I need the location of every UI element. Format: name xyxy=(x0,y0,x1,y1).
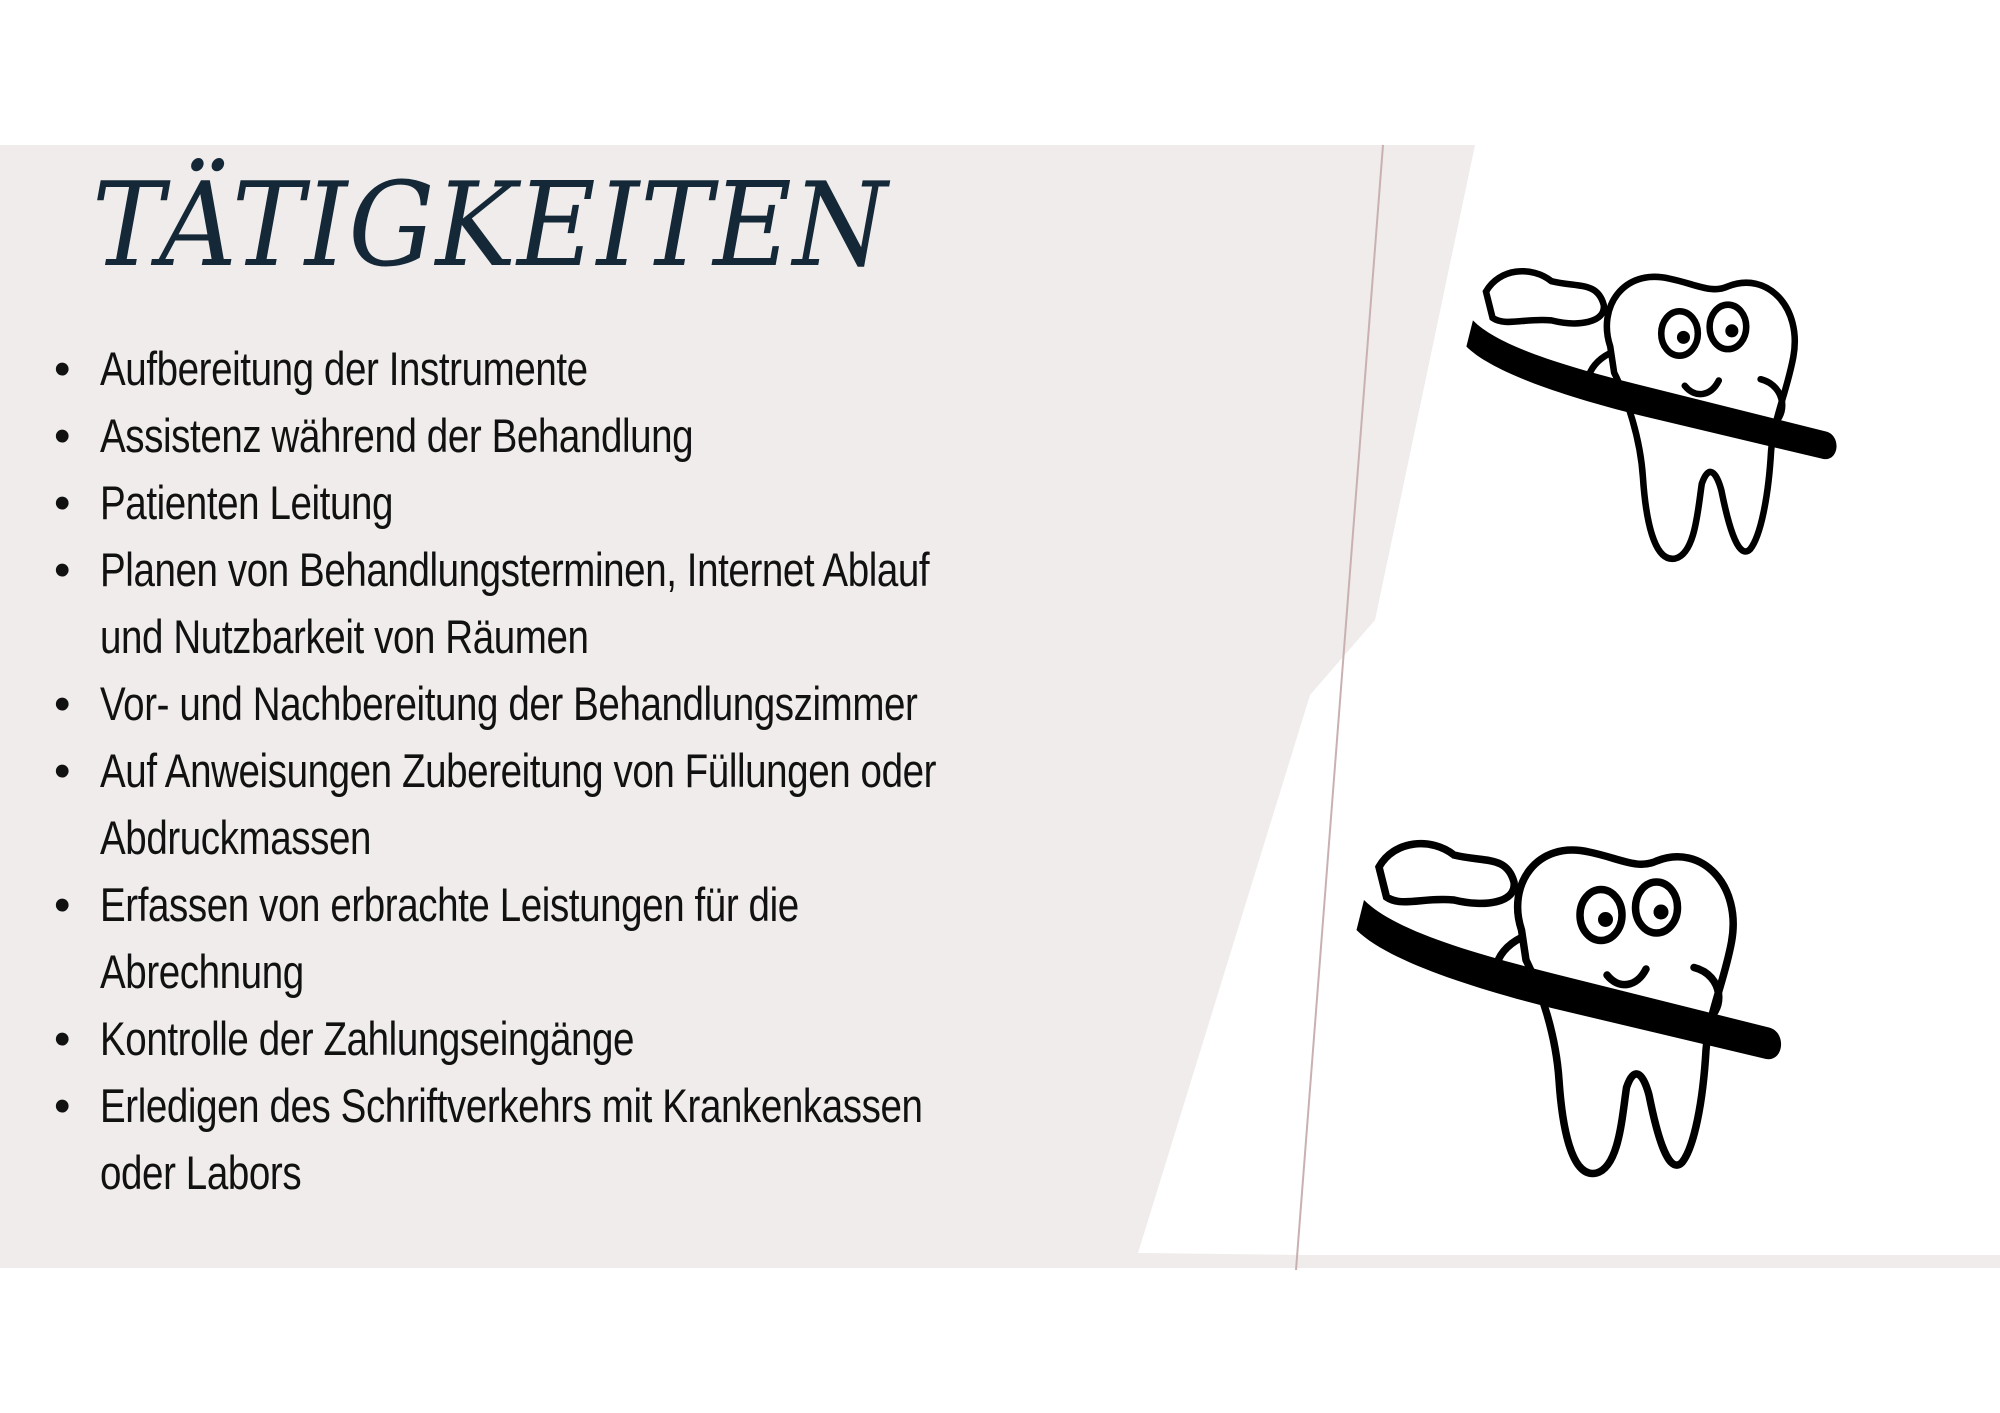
list-item-text: Abrechnung xyxy=(100,945,304,998)
list-item-text: oder Labors xyxy=(100,1146,302,1199)
bullet-icon: • xyxy=(54,1012,70,1065)
list-item xyxy=(48,938,1148,1005)
task-list xyxy=(48,335,1148,1206)
list-item-text: Auf Anweisungen Zubereitung von Füllungen oder xyxy=(100,744,937,797)
tooth-with-toothbrush-icon xyxy=(1344,825,1804,1215)
bullet-icon: • xyxy=(54,543,70,596)
bullet-icon: • xyxy=(54,1079,70,1132)
bullet-icon: • xyxy=(54,409,70,462)
list-item xyxy=(48,1005,1148,1072)
list-item-text: Kontrolle der Zahlungseingänge xyxy=(100,1012,635,1065)
list-item xyxy=(48,402,1148,469)
bullet-icon: • xyxy=(54,476,70,529)
list-item-text: Aufbereitung der Instrumente xyxy=(100,342,588,395)
page-title: TÄTIGKEITEN xyxy=(92,158,889,293)
list-item-text: und Nutzbarkeit von Räumen xyxy=(100,610,589,663)
bullet-icon: • xyxy=(54,744,70,797)
list-item xyxy=(48,871,1148,938)
list-item-text: Erledigen des Schriftverkehrs mit Krankenkassen xyxy=(100,1079,923,1132)
list-item xyxy=(48,1072,1148,1139)
list-item-text: Assistenz während der Behandlung xyxy=(100,409,694,462)
list-item xyxy=(48,670,1148,737)
list-item xyxy=(48,603,1148,670)
list-item xyxy=(48,1139,1148,1206)
bullet-icon: • xyxy=(54,878,70,931)
list-item xyxy=(48,536,1148,603)
list-item xyxy=(48,469,1148,536)
list-item-text: Erfassen von erbrachte Leistungen für die xyxy=(100,878,799,931)
list-item xyxy=(48,804,1148,871)
list-item xyxy=(48,335,1148,402)
list-item-text: Vor- und Nachbereitung der Behandlungszimmer xyxy=(100,677,918,730)
bullet-icon: • xyxy=(54,342,70,395)
tooth-with-toothbrush-icon xyxy=(1456,255,1856,595)
list-item-text: Abdruckmassen xyxy=(100,811,372,864)
list-item xyxy=(48,737,1148,804)
list-item-text: Patienten Leitung xyxy=(100,476,394,529)
bullet-icon: • xyxy=(54,677,70,730)
list-item-text: Planen von Behandlungsterminen, Internet Ablauf xyxy=(100,543,930,596)
